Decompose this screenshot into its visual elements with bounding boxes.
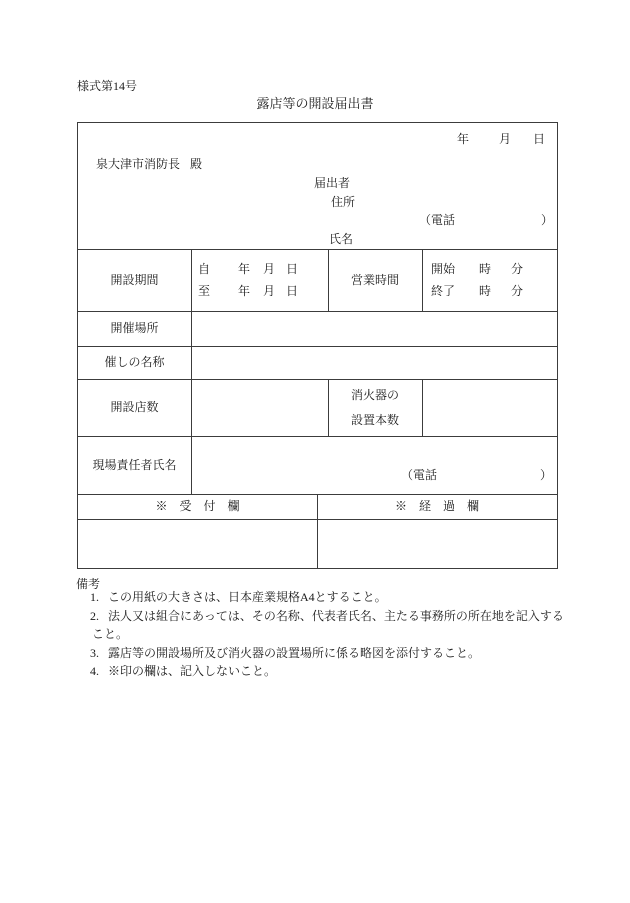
- site-manager-phone-line: [401, 468, 552, 483]
- stall-count-value-cell: [191, 379, 328, 436]
- addressee: 泉大津市消防長: [96, 157, 181, 171]
- note-text: ※印の欄は、記入しないこと。: [108, 664, 277, 678]
- form-table: [77, 122, 558, 569]
- year-label: 年: [456, 132, 469, 146]
- phone-close-paren: ）: [539, 468, 552, 482]
- progress-value-cell: [317, 519, 557, 568]
- venue-value-cell: [191, 311, 557, 346]
- stall-count-label-cell: 開設店数: [110, 400, 159, 414]
- venue-label-cell: 開催場所: [110, 321, 159, 335]
- addressee-line: [96, 157, 202, 172]
- site-manager-value-cell: [191, 436, 557, 494]
- note-item: [90, 588, 564, 607]
- note-text: 法人又は組合にあっては、その名称、代表者氏名、主たる事務所の所在地を記入する: [108, 608, 564, 623]
- period-from-line: 自 年 月 日: [198, 261, 299, 276]
- period-label-cell: 開設期間: [110, 272, 159, 287]
- document-title: 露店等の開設届出書: [256, 96, 374, 111]
- note-number: 4.: [90, 664, 99, 678]
- period-value-cell: [198, 249, 318, 311]
- extinguisher-label-cell: 消火器の 設置本数: [350, 387, 399, 427]
- form-number: 様式第14号: [77, 79, 138, 93]
- notes-label: 備考: [76, 577, 101, 591]
- note-item: [90, 607, 564, 626]
- notes-section: [90, 588, 564, 681]
- note-item: [90, 644, 564, 663]
- note-number: 3.: [90, 645, 99, 660]
- progress-header-cell: ※ 経 過 欄: [394, 499, 479, 513]
- event-name-label-cell: 催しの名称: [104, 355, 165, 369]
- hours-start-line: 開始 時 分: [431, 261, 524, 276]
- notifier-phone-line: [419, 213, 553, 228]
- note-text: この用紙の大きさは、日本産業規格A4とすること。: [108, 590, 387, 604]
- reception-header-cell: ※ 受 付 欄: [155, 499, 240, 513]
- note-text: 露店等の開設場所及び消火器の設置場所に係る略図を添付すること。: [108, 645, 481, 660]
- address-label: 住所: [331, 195, 356, 209]
- period-to-line: 至 年 月 日: [198, 283, 299, 298]
- note-number: 2.: [90, 608, 99, 623]
- honorific-suffix: 殿: [190, 157, 203, 171]
- date-line: [457, 132, 545, 147]
- hours-end-line: 終了 時 分: [431, 283, 524, 298]
- reception-value-cell: [78, 519, 317, 568]
- grid-line: [422, 249, 423, 311]
- site-manager-label-cell: 現場責任者氏名: [92, 457, 177, 472]
- event-name-value-cell: [191, 346, 557, 379]
- hours-value-cell: [431, 249, 541, 311]
- notifier-label: 届出者: [314, 176, 351, 190]
- note-item: [90, 662, 564, 681]
- extinguisher-value-cell: [422, 379, 557, 436]
- phone-label: （電話: [419, 213, 456, 227]
- day-label: 日: [532, 132, 545, 146]
- note-number: 1.: [90, 590, 99, 604]
- hours-label-cell: 営業時間: [350, 272, 399, 287]
- phone-close-paren: ）: [540, 213, 553, 227]
- phone-label: （電話: [401, 468, 438, 482]
- month-label: 月: [498, 132, 511, 146]
- note-text-continuation: こと。: [92, 627, 129, 641]
- name-label: 氏名: [329, 232, 354, 246]
